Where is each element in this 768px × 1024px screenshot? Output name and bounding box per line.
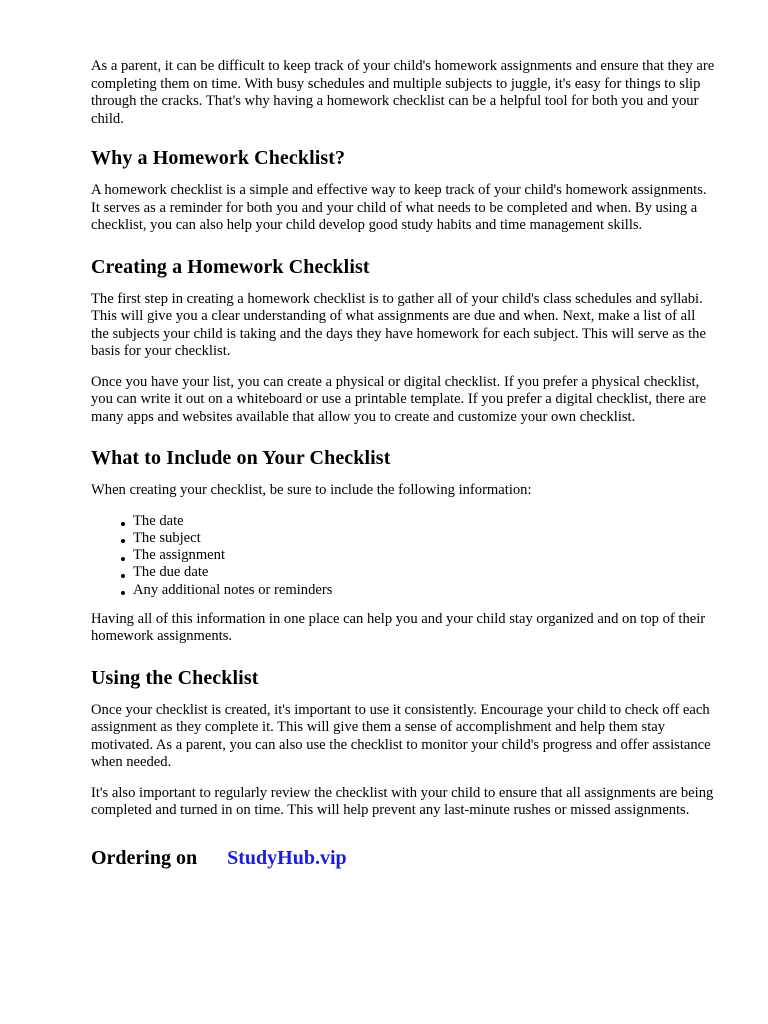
checklist-item-list <box>91 513 715 599</box>
bullet-dot-icon <box>121 591 125 595</box>
intro-paragraph: As a parent, it can be difficult to keep track of your child's homework assignments and ensure that they are completing them on time. With busy schedules and multiple subjects to juggle, it's easy for things to slip through the cracks. That's why having a homework checklist can be a helpful tool for both you and your child. <box>91 58 715 127</box>
bullet-dot-icon <box>121 557 125 561</box>
list-item-label: Any additional notes or reminders <box>133 581 333 598</box>
section-paragraph-what-to-include-2: Having all of this information in one place can help you and your child stay organized and on top of their homework assignments. <box>91 610 706 645</box>
bullet-dot-icon <box>121 522 125 526</box>
list-item-label: The assignment <box>133 547 226 564</box>
section-paragraph-creating-1: The first step in creating a homework checklist is to gather all of your child's class schedules and syllabi. This will give you a clear understanding of what assignments are due and when. Next, make a list of all the subjects your child is taking and the days they have homework for each subject. This will serve as the basis for your checklist. <box>91 290 706 359</box>
document-content <box>91 58 715 870</box>
section-paragraph-using-2: It's also important to regularly review the checklist with your child to ensure that all assignments are being completed and turned in on time. This will help prevent any last-minute rushes or missed assignments. <box>91 784 714 819</box>
section-heading-using: Using the Checklist <box>91 666 259 689</box>
list-item <box>121 582 715 599</box>
section-paragraph-creating-2: Once you have your list, you can create a physical or digital checklist. If you prefer a physical checklist, you can write it out on a whiteboard or use a printable template. If you prefer a digital checklist, there are many apps and websites available that allow you to create and customize your own checklist. <box>91 373 707 425</box>
ordering-spacer <box>197 847 227 869</box>
studyhub-brand-link[interactable]: StudyHub.vip <box>227 846 347 869</box>
list-item <box>121 513 715 530</box>
section-paragraph-using-1: Once your checklist is created, it's important to use it consistently. Encourage your child to check off each assignment as they complete it. This will give them a sense of accomplishment and help them stay motivated. As a parent, you can also use the checklist to monitor your child's progress and offer assistance when needed. <box>91 701 711 771</box>
section-heading-why: Why a Homework Checklist? <box>91 147 346 169</box>
list-item-label: The subject <box>133 529 201 546</box>
section-paragraph-why-1: A homework checklist is a simple and effective way to keep track of your child's homework assignments. It serves as a reminder for both you and your child of what needs to be completed and when. By using a checklist, you can also help your child develop good study habits and time management skills. <box>91 182 707 233</box>
section-heading-creating: Creating a Homework Checklist <box>91 255 370 278</box>
list-item <box>121 564 715 581</box>
ordering-label: Ordering on <box>91 846 198 869</box>
list-item <box>121 547 715 564</box>
bullet-dot-icon <box>121 574 125 578</box>
list-item-label: The due date <box>133 564 209 581</box>
bullet-dot-icon <box>121 539 125 543</box>
section-paragraph-what-to-include-1: When creating your checklist, be sure to include the following information: <box>91 482 532 498</box>
list-item <box>121 530 715 547</box>
section-heading-what-to-include: What to Include on Your Checklist <box>91 447 391 469</box>
ordering-footer <box>91 846 715 870</box>
list-item-label: The date <box>133 512 184 529</box>
